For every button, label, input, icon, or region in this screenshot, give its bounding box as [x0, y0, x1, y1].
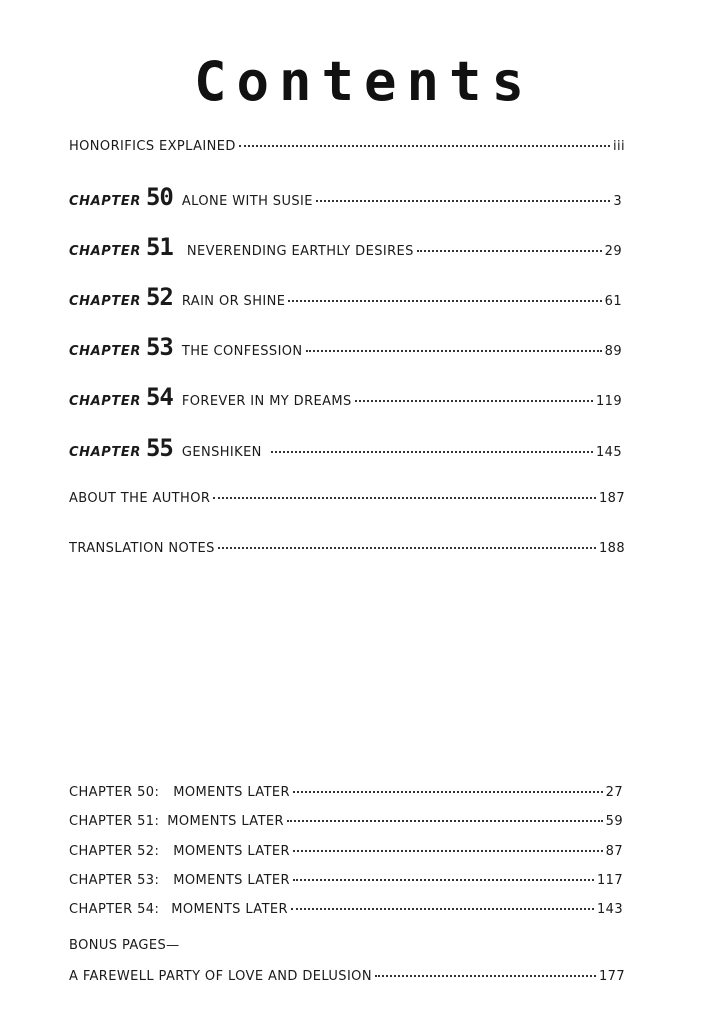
entry-label: GENSHIKEN — [181, 445, 262, 460]
dot-leader — [355, 400, 593, 402]
chapter-prefix: CHAPTER — [69, 394, 141, 409]
toc-entry-honorifics — [69, 139, 625, 154]
dot-leader — [293, 879, 594, 881]
toc-entry-chapter-55 — [69, 434, 622, 462]
extra-page: 143 — [596, 902, 623, 917]
extra-page: 59 — [605, 814, 623, 829]
dot-leader — [375, 975, 596, 977]
chapter-prefix: CHAPTER — [69, 344, 141, 359]
chapter-number: 52 — [145, 283, 173, 311]
extra-page: 87 — [605, 844, 623, 859]
extra-label: MOMENTS LATER — [173, 873, 290, 888]
entry-label: ABOUT THE AUTHOR — [69, 491, 211, 506]
entry-page: 187 — [598, 491, 625, 506]
dot-leader — [213, 497, 596, 499]
chapter-number: 50 — [145, 183, 173, 211]
entry-label: HONORIFICS EXPLAINED — [69, 139, 236, 154]
chapter-number: 51 — [145, 233, 173, 261]
extra-entry-52 — [69, 844, 623, 859]
entry-page: 3 — [613, 194, 622, 209]
toc-entry-about-author — [69, 491, 625, 506]
extra-label: MOMENTS LATER — [173, 844, 290, 859]
dot-leader — [291, 908, 594, 910]
dot-leader — [316, 200, 610, 202]
bonus-label: A FAREWELL PARTY OF LOVE AND DELUSION — [69, 969, 372, 984]
chapter-prefix: CHAPTER — [69, 445, 141, 460]
extra-label: MOMENTS LATER — [167, 814, 284, 829]
toc-entry-chapter-51 — [69, 233, 622, 261]
entry-label: RAIN OR SHINE — [181, 294, 286, 309]
extra-label: MOMENTS LATER — [171, 902, 288, 917]
dot-leader — [293, 850, 603, 852]
toc-entry-chapter-53 — [69, 333, 622, 361]
extra-page: 27 — [605, 785, 623, 800]
extra-chapter: CHAPTER 53: — [69, 873, 160, 888]
extra-chapter: CHAPTER 51: — [69, 814, 160, 829]
dot-leader — [288, 300, 601, 302]
entry-label: NEVERENDING EARTHLY DESIRES — [186, 244, 414, 259]
entry-label: THE CONFESSION — [181, 344, 303, 359]
entry-label: TRANSLATION NOTES — [69, 541, 215, 556]
bonus-entry — [69, 969, 625, 984]
chapter-number: 53 — [145, 333, 173, 361]
entry-page: 188 — [598, 541, 625, 556]
toc-entry-chapter-52 — [69, 283, 622, 311]
entry-page: 61 — [604, 294, 622, 309]
extra-label: MOMENTS LATER — [173, 785, 290, 800]
dot-leader — [287, 820, 603, 822]
extra-entry-54 — [69, 902, 623, 917]
dot-leader — [306, 350, 602, 352]
extra-page: 117 — [596, 873, 623, 888]
toc-entry-translation-notes — [69, 541, 625, 556]
chapter-number: 55 — [145, 434, 173, 462]
bonus-page: 177 — [598, 969, 625, 984]
chapter-prefix: CHAPTER — [69, 244, 141, 259]
chapter-prefix: CHAPTER — [69, 194, 141, 209]
toc-entry-chapter-54 — [69, 383, 622, 411]
page-title: Contents — [193, 50, 535, 113]
dot-leader — [271, 451, 593, 453]
dot-leader — [218, 547, 596, 549]
entry-page: iii — [612, 139, 625, 154]
extra-chapter: CHAPTER 52: — [69, 844, 160, 859]
chapter-number: 54 — [145, 383, 173, 411]
entry-page: 89 — [604, 344, 622, 359]
chapter-prefix: CHAPTER — [69, 294, 141, 309]
extra-chapter: CHAPTER 50: — [69, 785, 160, 800]
dot-leader — [417, 250, 602, 252]
dot-leader — [239, 145, 610, 147]
entry-page: 119 — [595, 394, 622, 409]
bonus-heading — [69, 938, 180, 953]
extra-chapter: CHAPTER 54: — [69, 902, 160, 917]
dot-leader — [293, 791, 603, 793]
extra-entry-53 — [69, 873, 623, 888]
extra-entry-51 — [69, 814, 623, 829]
entry-label: ALONE WITH SUSIE — [181, 194, 313, 209]
bonus-heading-label: BONUS PAGES— — [69, 938, 180, 953]
extra-entry-50 — [69, 785, 623, 800]
entry-page: 29 — [604, 244, 622, 259]
toc-entry-chapter-50 — [69, 183, 622, 211]
entry-page: 145 — [595, 445, 622, 460]
entry-label: FOREVER IN MY DREAMS — [181, 394, 352, 409]
